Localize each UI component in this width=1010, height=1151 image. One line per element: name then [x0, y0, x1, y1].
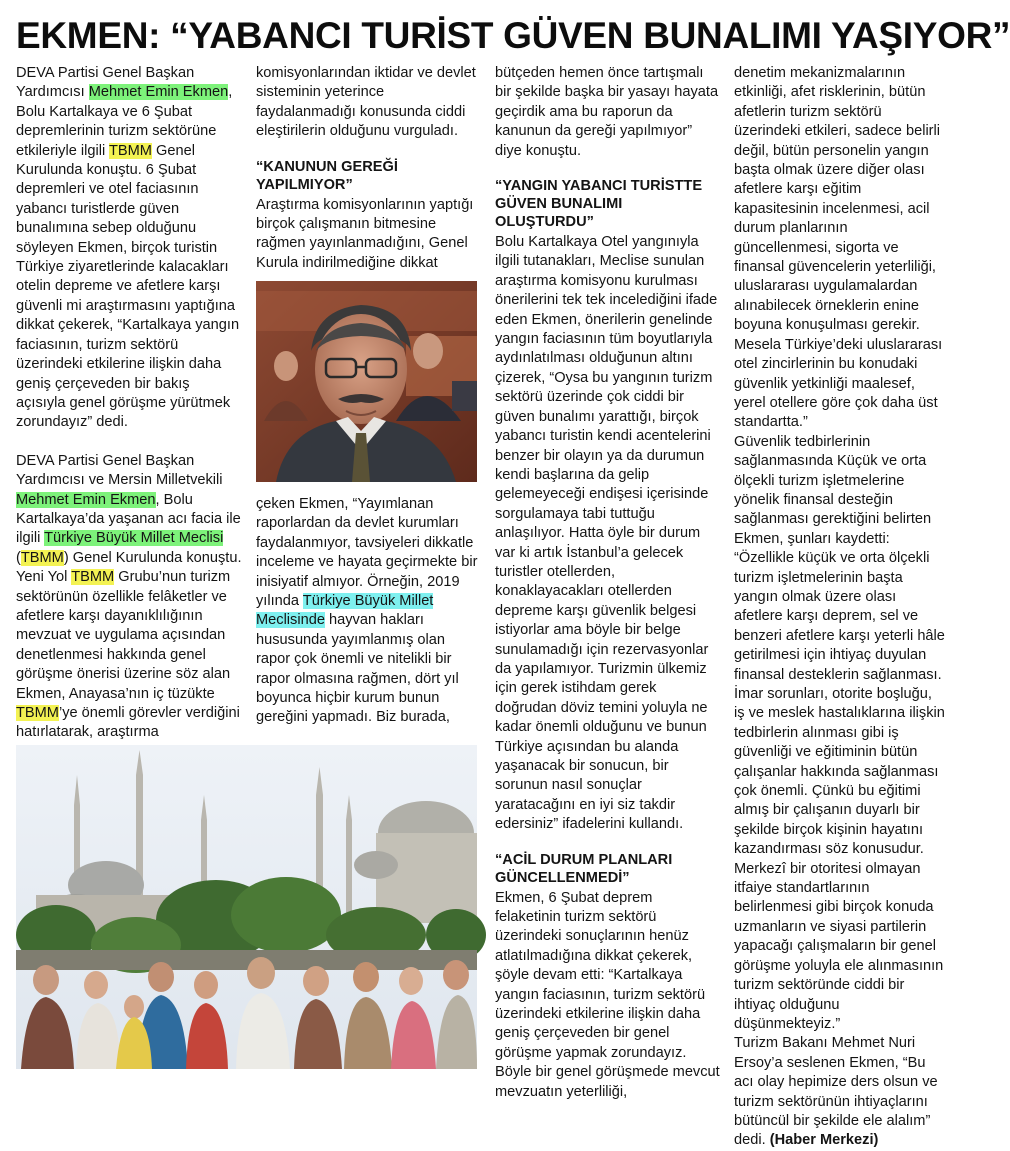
text-run: (	[16, 549, 21, 566]
text-run: , Bolu Kartalkaya’da yaşanan acı facia ile ilgili	[16, 491, 241, 547]
text-run: bütçeden hemen önce tartışmalı bir şekilde başka bir yasayı hayata geçirdik ama bu raporun da kanunun da gereği yapılmıyor” diye konuştu.	[495, 65, 719, 159]
text-run: ’ye önemli görevler verdiğini hatırlatarak, araştırma	[16, 705, 240, 741]
col4-paragraph-1	[734, 64, 946, 433]
portrait-photo	[256, 281, 477, 482]
col3-subheading-1: “YANGIN YABANCI TURİSTTE GÜVEN BUNALIMI OLUŞTURDU”	[495, 178, 703, 231]
text-run: Grubu’nun turizm sektörünün özellikle felâketler ve afetlere karşı dayanıklılığının mevzuat ve uygulama açısından denetlenmesi hakkında genel görüşme önerisi üzerine söz alan Ekmen, Anayasa’nın iç tüzükte	[16, 569, 231, 702]
text-run: Turizm Bakanı Mehmet Nuri Ersoy’a seslenen Ekmen, “Bu acı olay hepimize ders olsun ve turizm sektörünün ihtiyaçlarını bütüncül bir şekilde ele alalım” dedi.	[734, 1035, 938, 1149]
col2-top-paragraph	[256, 64, 478, 142]
text-run: DEVA Partisi Genel Başkan Yardımcısı	[16, 65, 195, 101]
highlighted-institution: Türkiye Büyük Millet Meclisinde	[256, 593, 434, 629]
highlighted-name: Mehmet Emin Ekmen	[88, 84, 229, 101]
highlighted-name: Mehmet Emin Ekmen	[16, 491, 156, 508]
text-run: İmar sorunları, otorite boşluğu, iş ve meslek hastalıklarına ilişkin tedbirlerin alınması gibi iş güvenliği ve eğitiminin bütün çalışanlar hakkında sağlanması çok önemli. Çünkü bu eğitimi almış bir çalışanın duyarlı bir şekilde birçok kişinin hayatını kazandırması söz konusudur. Merkezî bir otoritesi olmayan itfaiye standartlarının belirlenmesi gibi birçok konuda uzmanların ve siyasi partilerin yapacağı çalışmaların bir genel görüşme yoluyla ele alınmasının turizm sektöründe ciddi bir ihtiyaç olduğunu düşünmekteyiz.”	[734, 686, 945, 1032]
headline: EKMEN: “YABANCI TURİST GÜVEN BUNALIMI YAŞIYOR”	[16, 15, 1010, 56]
col2-subheading-1: “KANUNUN GEREĞİ YAPILMIYOR”	[256, 158, 398, 193]
col4-paragraph-3	[734, 549, 946, 685]
col2-paragraph-1	[256, 196, 478, 274]
byline: (Haber Merkezi)	[769, 1132, 879, 1149]
text-run: Güvenlik tedbirlerinin sağlanmasında Küçük ve orta ölçekli turizm işletmelerine yönelik finansal desteğin sağlanması gerektiğini belirten Ekmen, şunları kaydetti:	[734, 433, 932, 547]
col3-subheading-2: “ACİL DURUM PLANLARI GÜNCELLENMEDİ”	[495, 851, 673, 886]
text-run: çeken Ekmen, “Yayımlanan raporlardan da devlet kurumları faydalanmıyor, tavsiyeleri dikkatle inceleme ve hayata geçirmekte bir inisiyatif almıyor. Örneğin, 2019 yılında	[256, 496, 478, 610]
column-1	[16, 64, 242, 741]
text-run: “Özellikle küçük ve orta ölçekli turizm işletmelerinin başta yangın olmak üzere olası afetlere karşı deprem, sel ve benzeri afetlere karşı yeterli hâle getirilmesi için ihtiyaç duyulan finansal desteklerin sağlanması.	[734, 550, 945, 683]
col4-paragraph-2	[734, 433, 946, 549]
highlighted-term: TBMM	[16, 705, 59, 721]
text-run: komisyonlarından iktidar ve devlet sisteminin yeterince faydalanmadığı konusunda ciddi eleştirilerin olduğunu vurguladı.	[256, 65, 476, 140]
text-run: hayvan hakları hususunda yayımlanmış olan rapor çok önemli ve nitelikli bir rapor olmasına rağmen, dört yıl boyunca hiçbir kurum bunun gereğini yapmadı. Biz burada,	[256, 612, 459, 726]
col2-paragraph-2	[256, 495, 478, 728]
column-2-bottom	[256, 495, 478, 735]
column-3	[495, 64, 720, 1100]
text-run: Genel Kurulunda konuştu. 6 Şubat depremleri ve otel faciasının yabancı turistlerde güven bunalımına sebep olduğunu söyleyen Ekmen, birçok turistin Türkiye ziyaretlerinde kalacakları otelin depreme ve afetlere karşı güvenli mi araştırmasını yaptığına dikkat çekerek, “Kartalkaya yangın faciasının, turizm sektörü üzerindeki etkilerine ilişkin daha geniş çerçeveden bir bakış açısıyla genel görüşme yürütmek zorundayız” dedi.	[16, 142, 240, 431]
text-run: Bolu Kartalkaya Otel yangınıyla ilgili tutanakları, Meclise sunulan araştırma komisyonu kurulması önerilerini tek tek incelediğini ifade eden Ekmen, önerilerin genelinde yangın faciasının tüm boyutlarıyla aydınlatılması olduğunun altını çizerek, “Oysa bu yangının turizm sektörü üzerinde çok ciddi bir güven bunalımı yarattığı, birçok yabancı turistin kendi acentelerini benzer bir olayın ya da durumun kendi başlarına da gelip gelemeyeceği endişesi içerisinde sorgulamaya tabi tuttuğu anlaşılıyor. Hatta öyle bir durum var ki artık İstanbul’a gelecek turistler otellerden, konaklayacakları otellerden depreme karşı güvenlik belgesi istiyorlar ama böyle bir belge sunulamadığı için rezervasyonlar da yapılamıyor. Turizmin ülkemiz için gerek istihdam gerek doğrudan döviz temini yoluyla ne kadar önemli olduğunu ve bunun Türkiye açısından bu alanda yaşanacak bir sonucun, bir sorunun nasıl sonuçlar yaratacağını en iyi siz takdir edersiniz” ifadelerini kullandı.	[495, 234, 718, 833]
col1-paragraph-1	[16, 64, 242, 433]
text-run: Ekmen, 6 Şubat deprem felaketinin turizm sektörü üzerindeki sonuçlarının henüz atlatılmadığına dikkat çekerek, şöyle devam etti: “Kartalkaya yangın faciasının, turizm sektörü üzerindeki etkilerine ilişkin daha geniş çerçeveden bir genel görüşme yapmak zorundayız. Böyle bir genel görüşmede mevcut mevzuatın yeterliliği,	[495, 889, 720, 1100]
text-run: , Bolu Kartalkaya ve 6 Şubat depremlerinin turizm sektörüne etkileriyle ilgili	[16, 84, 233, 159]
highlighted-term: TBMM	[20, 549, 64, 566]
text-run: DEVA Partisi Genel Başkan Yardımcısı ve Mersin Milletvekili	[16, 452, 223, 489]
mosque-tourists-photo	[16, 745, 477, 1069]
col3-paragraph-2	[495, 233, 720, 835]
column-4	[734, 64, 946, 1149]
col4-paragraph-5	[734, 1034, 946, 1150]
text-run: ) Genel Kurulunda konuştu. Yeni Yol	[16, 549, 242, 586]
text-run: Araştırma komisyonlarının yaptığı birçok çalışmanın bitmesine rağmen yayınlanmadığını, Genel Kurula indirilmediğine dikkat	[256, 196, 474, 271]
column-2-top	[256, 64, 478, 278]
col3-paragraph-3	[495, 889, 720, 1102]
col4-paragraph-4	[734, 685, 946, 1034]
text-run: denetim mekanizmalarının etkinliği, afet risklerinin, bütün afetlerin turizm sektörü üzerindeki etkileri, sadece belirli değil, bütün personelin yangın başta olmak üzere diğer olası afetlere karşı eğitim kapasitesinin incelenmesi, acil durum planlarının güncellenmesi, sigorta ve finansal güvencelerin yeterliliği, uluslararası uygulamalardan alınabilecek örneklerin enine boyuna konuşulması gerekir. Mesela Türkiye’deki uluslararası otel zincirlerinin bu konudaki güvenlik yetkinliği maalesef, yerel otellere göre çok daha üst standartta.”	[734, 65, 943, 431]
col3-paragraph-1	[495, 64, 720, 161]
col1-paragraph-2	[16, 452, 242, 743]
highlighted-name: Türkiye Büyük Millet Meclisi	[44, 530, 224, 547]
highlighted-term: TBMM	[109, 142, 152, 159]
highlighted-term: TBMM	[71, 569, 115, 586]
